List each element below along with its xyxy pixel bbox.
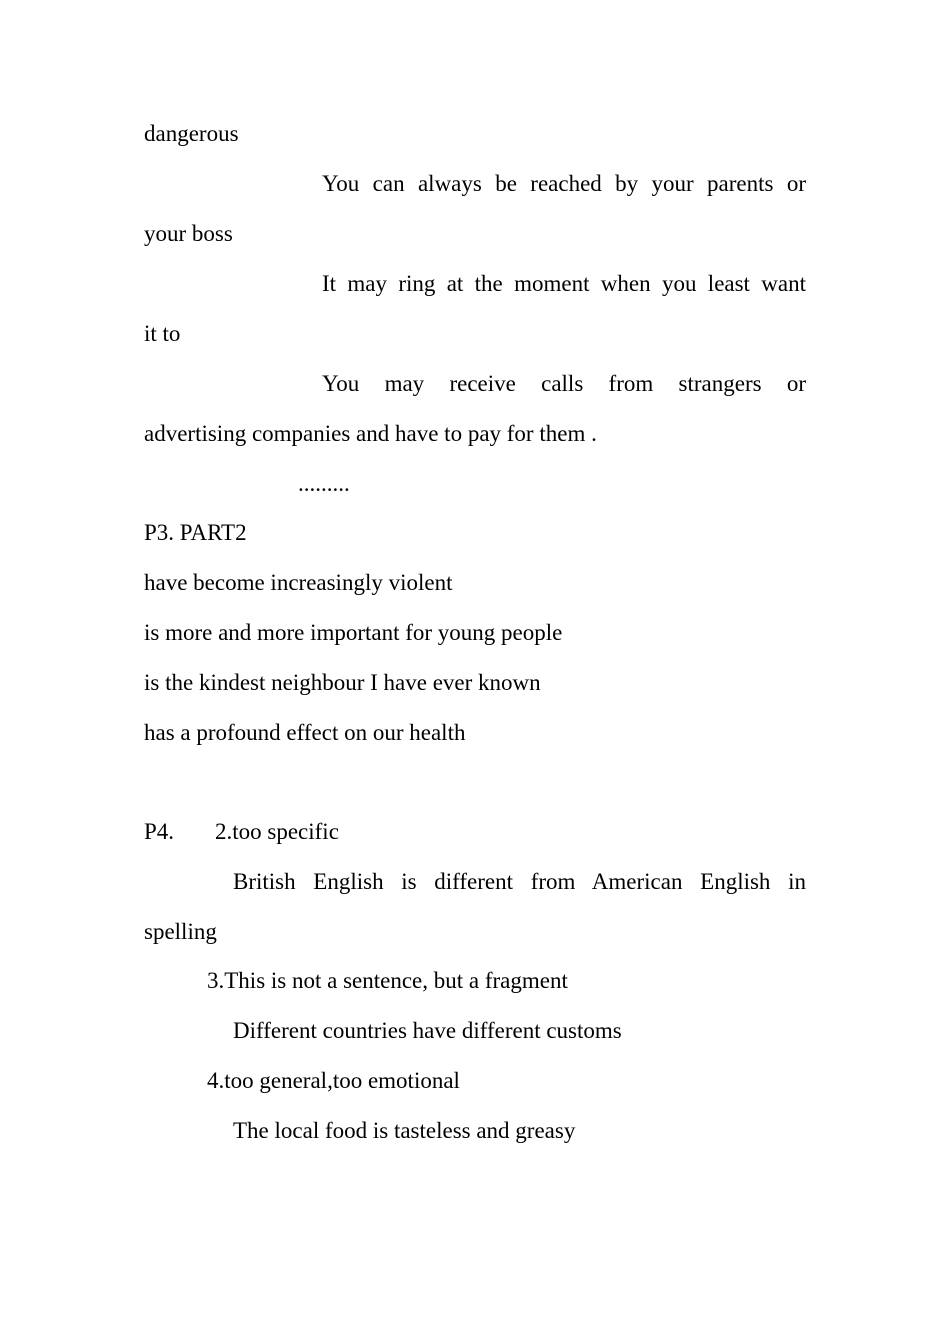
text-line: it to — [144, 321, 181, 346]
ellipsis: ......... — [298, 471, 350, 496]
list-item: have become increasingly violent — [144, 570, 453, 595]
text-line: You may receive calls from strangers or — [322, 371, 806, 396]
item2-answer: British English is different from American English in — [233, 869, 806, 894]
section-heading-p3: P3. PART2 — [144, 520, 247, 545]
text-line: It may ring at the moment when you least want — [322, 271, 806, 296]
text-line: advertising companies and have to pay for them . — [144, 421, 597, 446]
text-line: your boss — [144, 221, 233, 246]
list-item: is the kindest neighbour I have ever known — [144, 670, 541, 695]
item2-label: 2.too specific — [215, 819, 339, 844]
item3-label: 3.This is not a sentence, but a fragment — [207, 968, 568, 993]
list-item: is more and more important for young people — [144, 620, 563, 645]
text-line: dangerous — [144, 121, 239, 146]
item2-answer-cont: spelling — [144, 919, 217, 944]
section-heading-p4: P4. — [144, 819, 175, 844]
item4-label: 4.too general,too emotional — [207, 1068, 460, 1093]
item3-answer: Different countries have different customs — [233, 1018, 622, 1043]
list-item: has a profound effect on our health — [144, 720, 466, 745]
item4-answer: The local food is tasteless and greasy — [233, 1118, 576, 1143]
text-line: You can always be reached by your parents or — [322, 171, 806, 196]
